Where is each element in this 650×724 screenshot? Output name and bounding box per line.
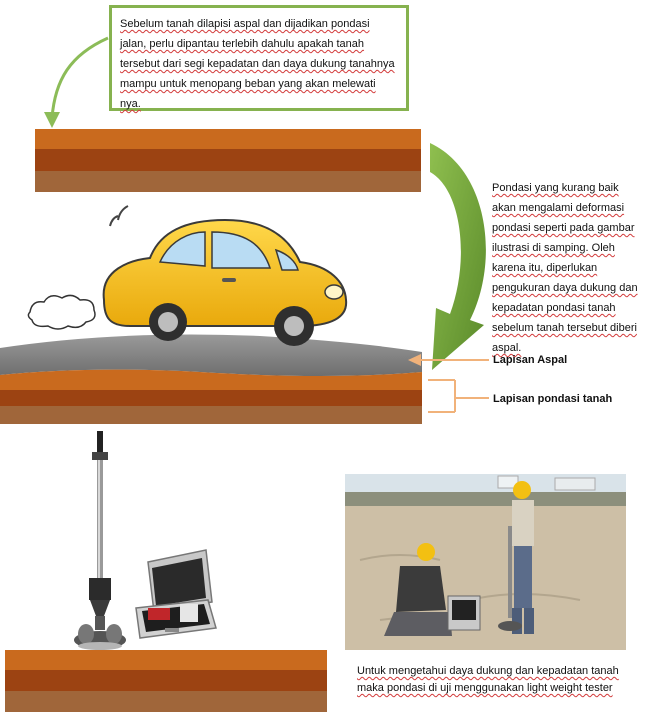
deformation-explanation-text: Pondasi yang kurang baik akan mengalami deformasi pondasi seperti pada gambar ilustrasi di samping. Oleh karena itu, diperlukan pengukuran daya dukung dan kepadatan pondasi tanah sebelum tanah tersebut diberi aspal. bbox=[492, 182, 638, 354]
field-test-photo bbox=[345, 474, 626, 650]
intro-callout-text: Sebelum tanah dilapisi aspal dan dijadikan pondasi jalan, perlu dipantau terlebih dahulu apakah tanah tersebut dari segi kepadatan dan daya dukung tanahnya mampu untuk menopang beban yang akan melewati nya. bbox=[120, 18, 395, 110]
instrument-case bbox=[136, 550, 216, 638]
top-soil-layers bbox=[35, 129, 421, 192]
car-illustration bbox=[104, 206, 347, 346]
aspal-pointer bbox=[408, 354, 489, 366]
exhaust-cloud-icon bbox=[28, 295, 95, 329]
label-lapisan-pondasi: Lapisan pondasi tanah bbox=[493, 393, 613, 405]
intro-callout-box bbox=[109, 5, 409, 111]
pondasi-bracket bbox=[428, 380, 489, 412]
deformation-explanation bbox=[492, 178, 644, 358]
bottom-soil-layers bbox=[5, 650, 327, 712]
testing-explanation-text: Untuk mengetahui daya dukung dan kepadatan tanah maka pondasi di uji menggunakan light weight tester bbox=[357, 665, 619, 694]
label-lapisan-aspal: Lapisan Aspal bbox=[493, 354, 568, 366]
callout-pointer-arrow bbox=[44, 38, 108, 128]
light-weight-tester-device bbox=[74, 431, 126, 650]
curved-down-arrow bbox=[430, 143, 486, 370]
testing-explanation bbox=[357, 663, 647, 697]
road-cross-section bbox=[0, 335, 422, 425]
